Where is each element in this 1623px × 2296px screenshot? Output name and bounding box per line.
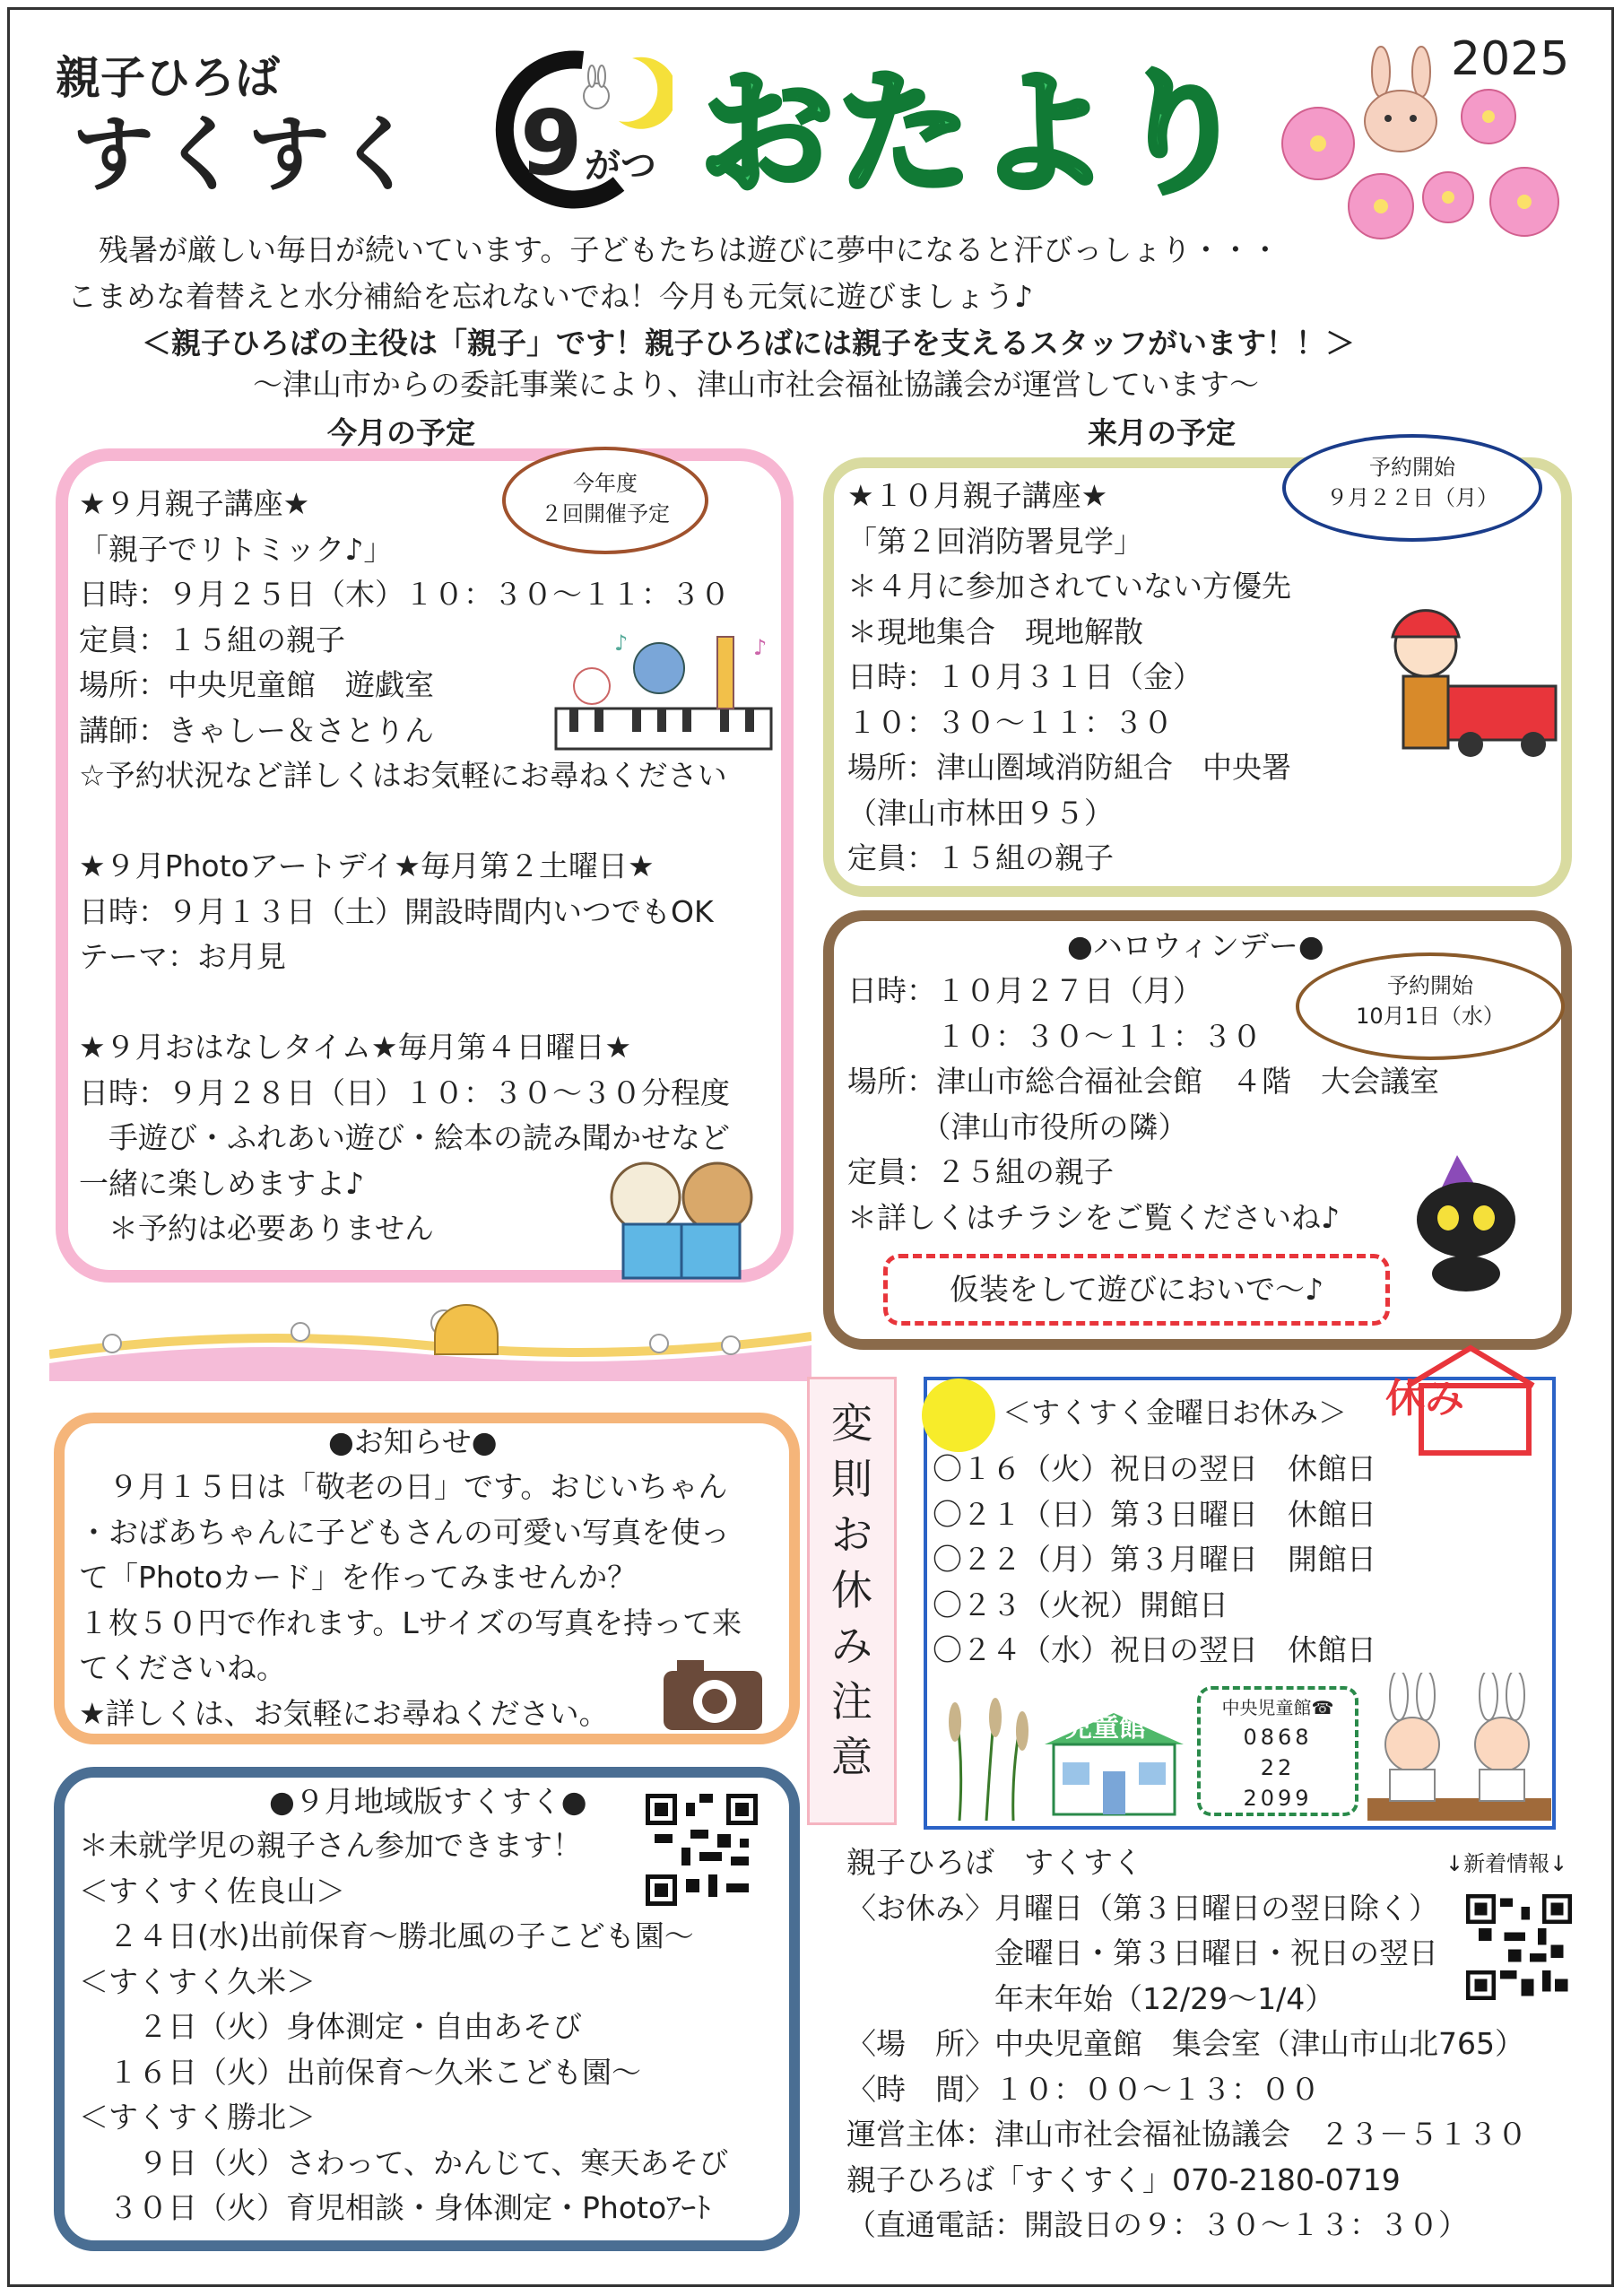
svg-text:♪: ♪ xyxy=(753,635,768,660)
regional-line: ＜すくすく佐良山＞ xyxy=(79,1873,345,1909)
next-month-line: 「第２回消防署見学」 xyxy=(847,523,1143,559)
info-line: 金曜日・第３日曜日・祝日の翌日 xyxy=(846,1935,1438,1970)
notice-line: １枚５０円で作れます。Lサイズの写真を持って来 xyxy=(79,1605,742,1640)
closed-day-line: 〇２３（火祝）開館日 xyxy=(933,1587,1228,1622)
this-month-line: 日時：９月２５日（木）１０：３０～１１：３０ xyxy=(79,577,730,612)
regional-line: ９日（火）さわって、かんじて、寒天あそび xyxy=(79,2144,729,2180)
halloween-line: （津山市役所の隣） xyxy=(847,1109,1188,1144)
this-month-line: テーマ：お月見 xyxy=(79,939,286,974)
bubble-line: 10月1日（水） xyxy=(1356,1004,1505,1029)
halloween-line: ＊詳しくはチラシをご覧くださいね♪ xyxy=(847,1199,1341,1235)
this-month-bubble xyxy=(502,447,708,554)
info-line: 〈場 所〉中央児童館 集会室（津山市山北765） xyxy=(846,2026,1524,2061)
this-month-line: ★９月親子講座★ xyxy=(79,486,310,521)
moon-month-badge xyxy=(484,49,673,211)
phone-part: 2099 xyxy=(1243,1786,1313,1811)
this-month-line: ★９月おはなしタイム★毎月第４日曜日★ xyxy=(79,1030,632,1065)
next-month-bubble xyxy=(1282,434,1542,542)
notice-line: ★詳しくは、お気軽にお尋ねください。 xyxy=(79,1695,609,1731)
bunny-field-divider xyxy=(49,1292,812,1381)
this-month-lines xyxy=(79,482,730,1252)
this-month-line: 「親子でリトミック♪」 xyxy=(79,531,394,567)
month-suffix: がつ xyxy=(585,145,656,187)
info-line: 年末年始（12/29～1/4） xyxy=(846,1980,1335,2016)
intro-line-4: ～津山市からの委託事業により、津山市社会福祉協議会が運営しています～ xyxy=(253,367,1259,402)
month-number: 9 xyxy=(520,91,583,196)
halloween-line: １０：３０～１１：３０ xyxy=(847,1018,1262,1054)
bear-dog-reading-illustration xyxy=(592,1152,771,1287)
this-month-line: ☆予約状況など詳しくはお気軽にお尋ねください xyxy=(79,758,727,793)
intro-line-2: こまめな着替えと水分補給を忘れないでね！今月も元気に遊びましょう♪ xyxy=(67,279,1034,314)
next-month-lines xyxy=(847,474,1291,882)
brand-big: すくすく xyxy=(72,107,424,203)
regional-line: ２４日(水)出前保育～勝北風の子こども園～ xyxy=(79,1918,694,1953)
vertical-char: 変 xyxy=(831,1399,872,1448)
pampas-grass-illustration xyxy=(933,1695,1040,1821)
bunny-flowers-illustration xyxy=(1264,45,1569,242)
bubble-line: ９月２２日（月） xyxy=(1326,485,1498,510)
bubble-line: 予約開始 xyxy=(1369,455,1455,480)
this-month-line: ★９月Photoアートデイ★毎月第２土曜日★ xyxy=(79,848,655,883)
this-month-line: ＊予約は必要ありません xyxy=(79,1211,434,1246)
next-month-line: ★１０月親子講座★ xyxy=(847,478,1108,513)
next-month-line: ＊４月に参加されていない方優先 xyxy=(847,569,1291,604)
new-info-qr-code-icon[interactable] xyxy=(1466,1894,1572,2000)
info-line: 親子ひろば「すくすく」070-2180-0719 xyxy=(846,2161,1401,2197)
this-month-line: 講師：きゃしー＆さとりん xyxy=(79,712,434,748)
vertical-char: み xyxy=(831,1622,872,1670)
phone-part: 22 xyxy=(1260,1755,1296,1780)
vertical-char: お xyxy=(831,1510,872,1559)
phone-part: 0868 xyxy=(1243,1725,1313,1750)
closed-day-line: 〇２４（水）祝日の翌日 休館日 xyxy=(933,1632,1376,1667)
firefighter-truck-illustration xyxy=(1385,583,1560,762)
camera-icon xyxy=(659,1655,767,1734)
this-month-line: 手遊び・ふれあい遊び・絵本の読み聞かせなど xyxy=(79,1120,730,1155)
next-month-line: １０：３０～１１：３０ xyxy=(847,704,1173,740)
vertical-char: 注 xyxy=(831,1677,872,1726)
halloween-bubble xyxy=(1296,952,1565,1060)
regional-line: ＜すくすく久米＞ xyxy=(79,1963,316,1999)
brand-small: 親子ひろば xyxy=(56,52,280,104)
info-line: 〈時 間〉１０：００～１３：００ xyxy=(846,2071,1320,2107)
intro-line-3: ＜親子ひろばの主役は「親子」です！親子ひろばには親子を支えるスタッフがいます！！＞ xyxy=(142,326,1355,361)
info-line: 親子ひろば すくすく xyxy=(846,1845,1142,1880)
piano-animals-illustration xyxy=(551,628,776,753)
closed-days-lines xyxy=(933,1447,1376,1674)
regional-line: １６日（火）出前保育～久米こども園～ xyxy=(79,2054,641,2090)
regional-line: ＊未就学児の親子さん参加できます！ xyxy=(79,1828,582,1863)
rest-sign-text: 休み xyxy=(1385,1376,1464,1422)
new-info-label: ↓新着情報↓ xyxy=(1445,1851,1568,1876)
regional-line: ３０日（火）育児相談・身体測定・Photoｱｰﾄ xyxy=(79,2190,711,2225)
regional-lines xyxy=(79,1823,728,2231)
closed-day-line: 〇２２（月）第３月曜日 開館日 xyxy=(933,1542,1376,1577)
regional-line: ＜すくすく勝北＞ xyxy=(79,2100,316,2135)
this-month-line: 場所：中央児童館 遊戯室 xyxy=(79,667,434,702)
irregular-closure-vertical-label xyxy=(807,1377,897,1825)
notice-line: て「Photoカード」を作ってみませんか？ xyxy=(79,1560,638,1595)
next-month-line: ＊現地集合 現地解散 xyxy=(847,613,1143,649)
bubble-line: 今年度 xyxy=(573,471,638,496)
next-month-line: 定員：１５組の親子 xyxy=(847,840,1114,875)
notice-line: ・おばあちゃんに子どもさんの可愛い写真を使っ xyxy=(79,1514,730,1550)
halloween-heading: ●ハロウィンデー● xyxy=(1067,928,1324,963)
page-title: おたより xyxy=(699,57,1253,213)
next-month-line: （津山市林田９５） xyxy=(847,795,1114,831)
regional-heading: ●９月地域版すくすく● xyxy=(269,1784,587,1819)
notice-heading: ●お知らせ● xyxy=(328,1424,498,1459)
year: 2025 xyxy=(1451,32,1570,86)
bubble-line: ２回開催予定 xyxy=(541,501,670,526)
info-line: 〈お休み〉月曜日（第３日曜日の翌日除く） xyxy=(846,1890,1438,1926)
yellow-circle-icon xyxy=(922,1378,995,1452)
this-month-heading: 今月の予定 xyxy=(327,415,475,450)
svg-text:♪: ♪ xyxy=(614,631,629,656)
closed-day-line: 〇２１（日）第３日曜日 休館日 xyxy=(933,1496,1376,1532)
this-month-line: 定員：１５組の親子 xyxy=(79,622,345,657)
next-month-line: 場所：津山圏域消防組合 中央署 xyxy=(847,750,1291,785)
rest-house-sign xyxy=(1381,1341,1560,1457)
next-month-line: 日時：１０月３１日（金） xyxy=(847,659,1202,694)
halloween-banner-text: 仮装をして遊びにおいで～♪ xyxy=(949,1272,1324,1307)
bunny-children-illustration xyxy=(1367,1673,1551,1825)
vertical-char: 意 xyxy=(831,1733,872,1781)
vertical-char: 則 xyxy=(831,1455,872,1503)
this-month-line xyxy=(79,799,730,845)
phone-card xyxy=(1197,1686,1358,1816)
this-month-line xyxy=(79,980,730,1026)
regional-line: ２日（火）身体測定・自由あそび xyxy=(79,2009,582,2044)
info-line: （直通電話：開設日の９：３０～１３：３０） xyxy=(846,2207,1468,2242)
notice-lines xyxy=(79,1465,742,1736)
this-month-line: 日時：９月２８日（日）１０：３０～３０分程度 xyxy=(79,1074,730,1110)
notice-line: ９月１５日は「敬老の日」です。おじいちゃん xyxy=(79,1469,728,1504)
childrens-hall-building-illustration xyxy=(1040,1709,1188,1816)
halloween-line: 場所：津山市総合福祉会館 ４階 大会議室 xyxy=(847,1064,1439,1099)
halloween-line: 定員：２５組の親子 xyxy=(847,1154,1114,1189)
bubble-line: 予約開始 xyxy=(1387,973,1473,998)
phone-label: 中央児童館☎ xyxy=(1221,1697,1334,1718)
info-lines xyxy=(846,1840,1527,2248)
black-cat-illustration xyxy=(1408,1148,1533,1292)
closed-day-line: 〇１６（火）祝日の翌日 休館日 xyxy=(933,1451,1376,1486)
halloween-banner xyxy=(883,1254,1390,1326)
regional-qr-code-icon[interactable] xyxy=(646,1794,758,1906)
intro-line-1: 残暑が厳しい毎日が続いています。子どもたちは遊びに夢中になると汗びっしょり・・・ xyxy=(99,232,1280,267)
building-label: 児童館 xyxy=(1065,1712,1146,1744)
this-month-line: 日時：９月１３日（土）開設時間内いつでもOK xyxy=(79,893,714,929)
next-month-heading: 来月の予定 xyxy=(1088,415,1236,450)
halloween-line: 日時：１０月２７日（月） xyxy=(847,973,1202,1008)
closed-days-heading: ＜すくすく金曜日お休み＞ xyxy=(1002,1396,1348,1430)
info-line: 運営主体：津山市社会福祉協議会 ２３－５１３０ xyxy=(846,2117,1527,2152)
this-month-line: 一緒に楽しめますよ♪ xyxy=(79,1165,365,1201)
vertical-char: 休 xyxy=(831,1566,872,1614)
notice-line: てくださいね。 xyxy=(79,1650,286,1685)
